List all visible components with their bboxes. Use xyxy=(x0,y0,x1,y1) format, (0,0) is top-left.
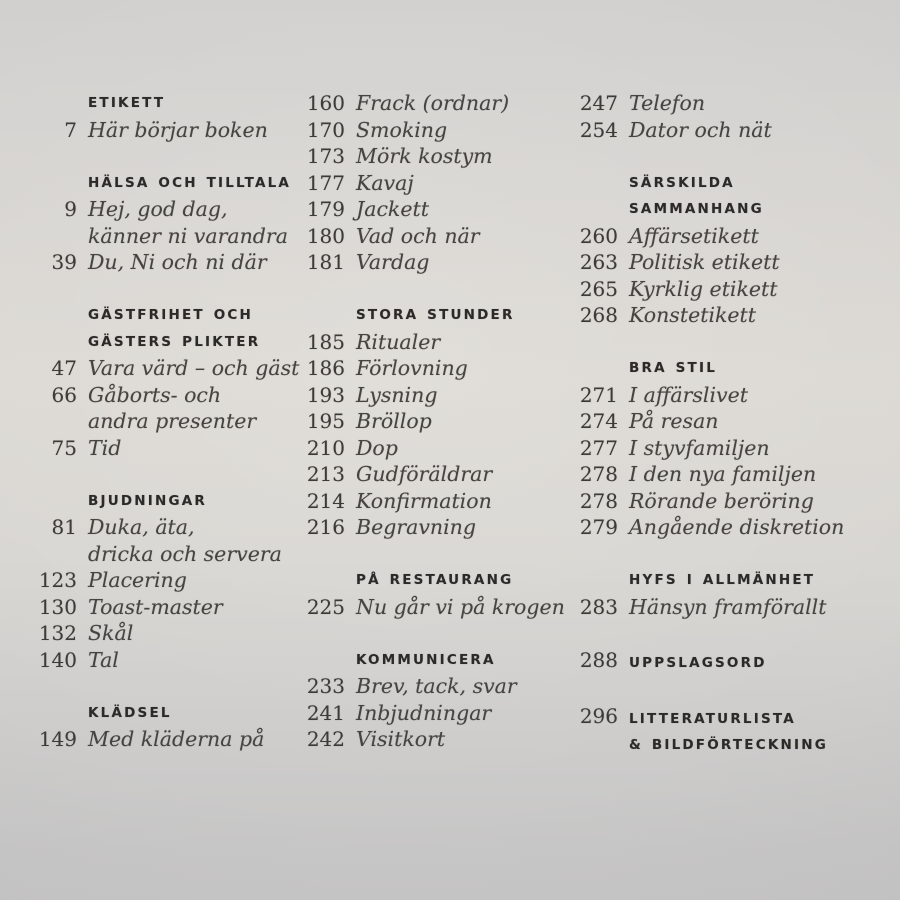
toc-entry-row xyxy=(30,647,298,674)
page-number: 180 xyxy=(306,223,345,248)
toc-entry-row xyxy=(30,567,298,594)
entry-title: Dop xyxy=(356,435,398,460)
toc-section xyxy=(30,90,298,143)
toc-column-1 xyxy=(30,90,298,900)
page-number: 216 xyxy=(306,515,345,539)
page-number: 265 xyxy=(579,276,618,301)
entry-title: Jackett xyxy=(356,197,429,221)
page-number: 130 xyxy=(38,594,77,619)
entry-title: Rörande beröring xyxy=(629,488,814,513)
page-number: 254 xyxy=(579,117,618,142)
page-number: 278 xyxy=(579,462,618,486)
toc-entry-row xyxy=(298,461,570,488)
toc-entry-row xyxy=(30,620,298,647)
toc-section xyxy=(570,90,900,143)
page-number: 195 xyxy=(306,409,345,433)
entry-title: I affärslivet xyxy=(629,382,748,407)
page-number: 39 xyxy=(51,250,77,274)
entry-title: Kavaj xyxy=(356,170,414,195)
entry-title: Duka, äta, xyxy=(88,515,195,539)
toc-entry-row xyxy=(570,302,900,329)
toc-column-2 xyxy=(298,90,570,900)
toc-entry-row xyxy=(30,196,298,223)
section-heading: KOMMUNICERA xyxy=(356,651,496,668)
toc-section xyxy=(298,302,570,541)
page-number: 149 xyxy=(38,727,77,751)
section-heading: UPPSLAGSORD xyxy=(629,654,767,671)
page-number: 47 xyxy=(51,356,77,380)
toc-entry-row xyxy=(30,435,298,462)
page-number: 296 xyxy=(579,703,618,728)
entry-title: Nu går vi på krogen xyxy=(356,594,565,619)
page-number: 123 xyxy=(38,568,77,592)
toc-entry-row xyxy=(570,461,900,488)
toc-heading-row xyxy=(30,700,298,727)
toc-entry-row xyxy=(570,223,900,250)
toc-entry-row xyxy=(298,329,570,356)
toc-entry-row xyxy=(298,726,570,753)
toc-heading-row xyxy=(30,90,298,117)
toc-entry-row xyxy=(298,408,570,435)
section-heading: BJUDNINGAR xyxy=(88,492,208,509)
section-heading: SÄRSKILDA xyxy=(629,174,735,191)
page-number: 241 xyxy=(306,700,345,725)
entry-title: Brev, tack, svar xyxy=(356,674,517,698)
entry-title: Toast-master xyxy=(88,594,223,619)
entry-title: I styvfamiljen xyxy=(629,435,770,460)
entry-title: Bröllop xyxy=(356,409,432,433)
page-number: 75 xyxy=(51,435,77,460)
page-number: 268 xyxy=(579,303,618,327)
page-number: 213 xyxy=(306,462,345,486)
entry-title: Gåborts- och xyxy=(88,382,222,407)
entry-title: Förlovning xyxy=(356,356,468,380)
section-heading: ETIKETT xyxy=(88,95,166,111)
toc-heading-row xyxy=(570,732,900,759)
section-heading: SAMMANHANG xyxy=(629,201,764,217)
entry-title: Hej, god dag, xyxy=(88,197,228,221)
toc-heading-row xyxy=(30,329,298,356)
toc-entry-row xyxy=(570,514,900,541)
page-number: 173 xyxy=(306,144,345,168)
entry-title: andra presenter xyxy=(88,409,257,433)
entry-title: dricka och servera xyxy=(88,541,282,566)
toc-section xyxy=(298,567,570,620)
entry-title: Affärsetikett xyxy=(629,223,759,248)
toc-entry-row xyxy=(570,382,900,409)
section-heading: GÄSTERS PLIKTER xyxy=(88,333,261,350)
toc-entry-row xyxy=(570,117,900,144)
toc-entry-row xyxy=(30,408,298,435)
entry-title: Med kläderna på xyxy=(88,727,265,751)
page-number: 288 xyxy=(579,647,618,672)
entry-title: Mörk kostym xyxy=(356,144,493,168)
toc-entry-row xyxy=(298,594,570,621)
entry-title: Vara värd – och gäst xyxy=(88,356,300,380)
section-heading: & BILDFÖRTECKNING xyxy=(629,737,828,753)
entry-title: Visitkort xyxy=(356,727,446,751)
page-number: 160 xyxy=(306,91,345,115)
toc-entry-row xyxy=(298,223,570,250)
section-heading: LITTERATURLISTA xyxy=(629,710,796,727)
entry-title: Tid xyxy=(88,435,122,460)
toc-entry-row xyxy=(298,435,570,462)
toc-section xyxy=(30,488,298,674)
toc-entry-row xyxy=(570,488,900,515)
page-number: 66 xyxy=(51,382,77,407)
toc-entry-row xyxy=(570,594,900,621)
toc-entry-row xyxy=(298,700,570,727)
page-number: 283 xyxy=(579,594,618,619)
entry-title: Här börjar boken xyxy=(88,117,268,142)
page-number: 140 xyxy=(38,647,77,672)
toc-heading-row xyxy=(298,647,570,674)
entry-title: Politisk etikett xyxy=(629,250,780,274)
page-number: 170 xyxy=(306,117,345,142)
toc-entry-row xyxy=(298,488,570,515)
toc-heading-row xyxy=(30,302,298,329)
toc-entry-row xyxy=(570,249,900,276)
entry-title: Lysning xyxy=(356,382,438,407)
page-number: 7 xyxy=(64,117,77,142)
toc-entry-row xyxy=(298,170,570,197)
page-number: 185 xyxy=(306,329,345,354)
page-number: 214 xyxy=(306,488,345,513)
toc-entry-row xyxy=(30,726,298,753)
toc-entry-row xyxy=(298,117,570,144)
toc-entry-row xyxy=(570,408,900,435)
toc-entry-row xyxy=(570,90,900,117)
toc-section xyxy=(30,700,298,753)
toc-entry-row xyxy=(30,514,298,541)
page-number: 179 xyxy=(306,197,345,221)
entry-title: Gudföräldrar xyxy=(356,462,493,486)
entry-title: Kyrklig etikett xyxy=(629,276,778,301)
page-number: 277 xyxy=(579,435,618,460)
section-heading: HÄLSA OCH TILLTALA xyxy=(88,174,292,191)
toc-section xyxy=(298,90,570,276)
toc-entry-row xyxy=(298,514,570,541)
entry-title: Skål xyxy=(88,621,134,645)
toc-entry-row xyxy=(30,594,298,621)
page-number: 210 xyxy=(306,435,345,460)
toc-entry-row xyxy=(30,355,298,382)
toc-entry-row xyxy=(30,117,298,144)
toc-entry-row xyxy=(30,382,298,409)
toc-section xyxy=(30,302,298,461)
page-number: 274 xyxy=(579,409,618,433)
toc-column-3 xyxy=(570,90,900,900)
entry-title: Tal xyxy=(88,647,119,672)
entry-title: Vad och när xyxy=(356,223,480,248)
toc-heading-row xyxy=(570,703,900,733)
toc-entry-row xyxy=(298,673,570,700)
toc-heading-row xyxy=(298,567,570,594)
toc-entry-row xyxy=(30,541,298,568)
toc-entry-row xyxy=(298,90,570,117)
page-number: 233 xyxy=(306,674,345,698)
entry-title: känner ni varandra xyxy=(88,223,288,248)
toc-heading-row xyxy=(570,170,900,197)
page-number: 247 xyxy=(579,91,618,115)
entry-title: Angående diskretion xyxy=(629,515,845,539)
entry-title: Du, Ni och ni där xyxy=(88,250,267,274)
entry-title: Begravning xyxy=(356,515,477,539)
entry-title: I den nya familjen xyxy=(629,462,817,486)
entry-title: Smoking xyxy=(356,117,448,142)
toc-entry-row xyxy=(570,435,900,462)
page-number: 9 xyxy=(64,197,77,221)
entry-title: Vardag xyxy=(356,250,430,274)
toc-entry-row xyxy=(570,276,900,303)
entry-title: Frack (ordnar) xyxy=(356,91,510,115)
entry-title: Ritualer xyxy=(356,329,441,354)
toc-heading-row xyxy=(30,488,298,515)
toc-heading-row xyxy=(570,567,900,594)
toc-section xyxy=(570,703,900,759)
entry-title: På resan xyxy=(629,409,719,433)
toc-heading-row xyxy=(570,355,900,382)
entry-title: Inbjudningar xyxy=(356,700,492,725)
toc-entry-row xyxy=(298,249,570,276)
toc-entry-row xyxy=(30,223,298,250)
page-number: 132 xyxy=(38,621,77,645)
section-heading: PÅ RESTAURANG xyxy=(356,572,514,588)
section-heading: GÄSTFRIHET OCH xyxy=(88,307,254,323)
toc-section xyxy=(30,170,298,276)
page-number: 260 xyxy=(579,223,618,248)
toc-entry-row xyxy=(298,143,570,170)
page-number: 278 xyxy=(579,488,618,513)
toc-section xyxy=(298,647,570,753)
toc-section xyxy=(570,355,900,541)
toc-entry-row xyxy=(298,355,570,382)
entry-title: Dator och nät xyxy=(629,117,772,142)
toc-section xyxy=(570,647,900,677)
page-number: 279 xyxy=(579,515,618,539)
toc-section xyxy=(570,170,900,329)
page-number: 193 xyxy=(306,382,345,407)
page-number: 263 xyxy=(579,250,618,274)
toc-heading-row xyxy=(570,196,900,223)
toc-entry-row xyxy=(298,196,570,223)
entry-title: Placering xyxy=(88,568,187,592)
section-heading: STORA STUNDER xyxy=(356,307,515,323)
page-number: 186 xyxy=(306,356,345,380)
page-number: 177 xyxy=(306,170,345,195)
page-number: 242 xyxy=(306,727,345,751)
toc-heading-row xyxy=(298,302,570,329)
section-heading: BRA STIL xyxy=(629,360,717,376)
toc-section xyxy=(570,567,900,620)
page-number: 225 xyxy=(306,594,345,619)
entry-title: Hänsyn framförallt xyxy=(629,594,827,619)
entry-title: Konfirmation xyxy=(356,488,492,513)
page-number: 81 xyxy=(51,515,77,539)
toc-entry-row xyxy=(298,382,570,409)
section-heading: HYFS I ALLMÄNHET xyxy=(629,572,816,588)
entry-title: Konstetikett xyxy=(629,303,757,327)
toc-heading-row xyxy=(570,647,900,677)
page-number: 181 xyxy=(306,250,345,274)
toc-heading-row xyxy=(30,170,298,197)
section-heading: KLÄDSEL xyxy=(88,704,172,721)
page-number: 271 xyxy=(579,382,618,407)
toc-entry-row xyxy=(30,249,298,276)
entry-title: Telefon xyxy=(629,91,706,115)
